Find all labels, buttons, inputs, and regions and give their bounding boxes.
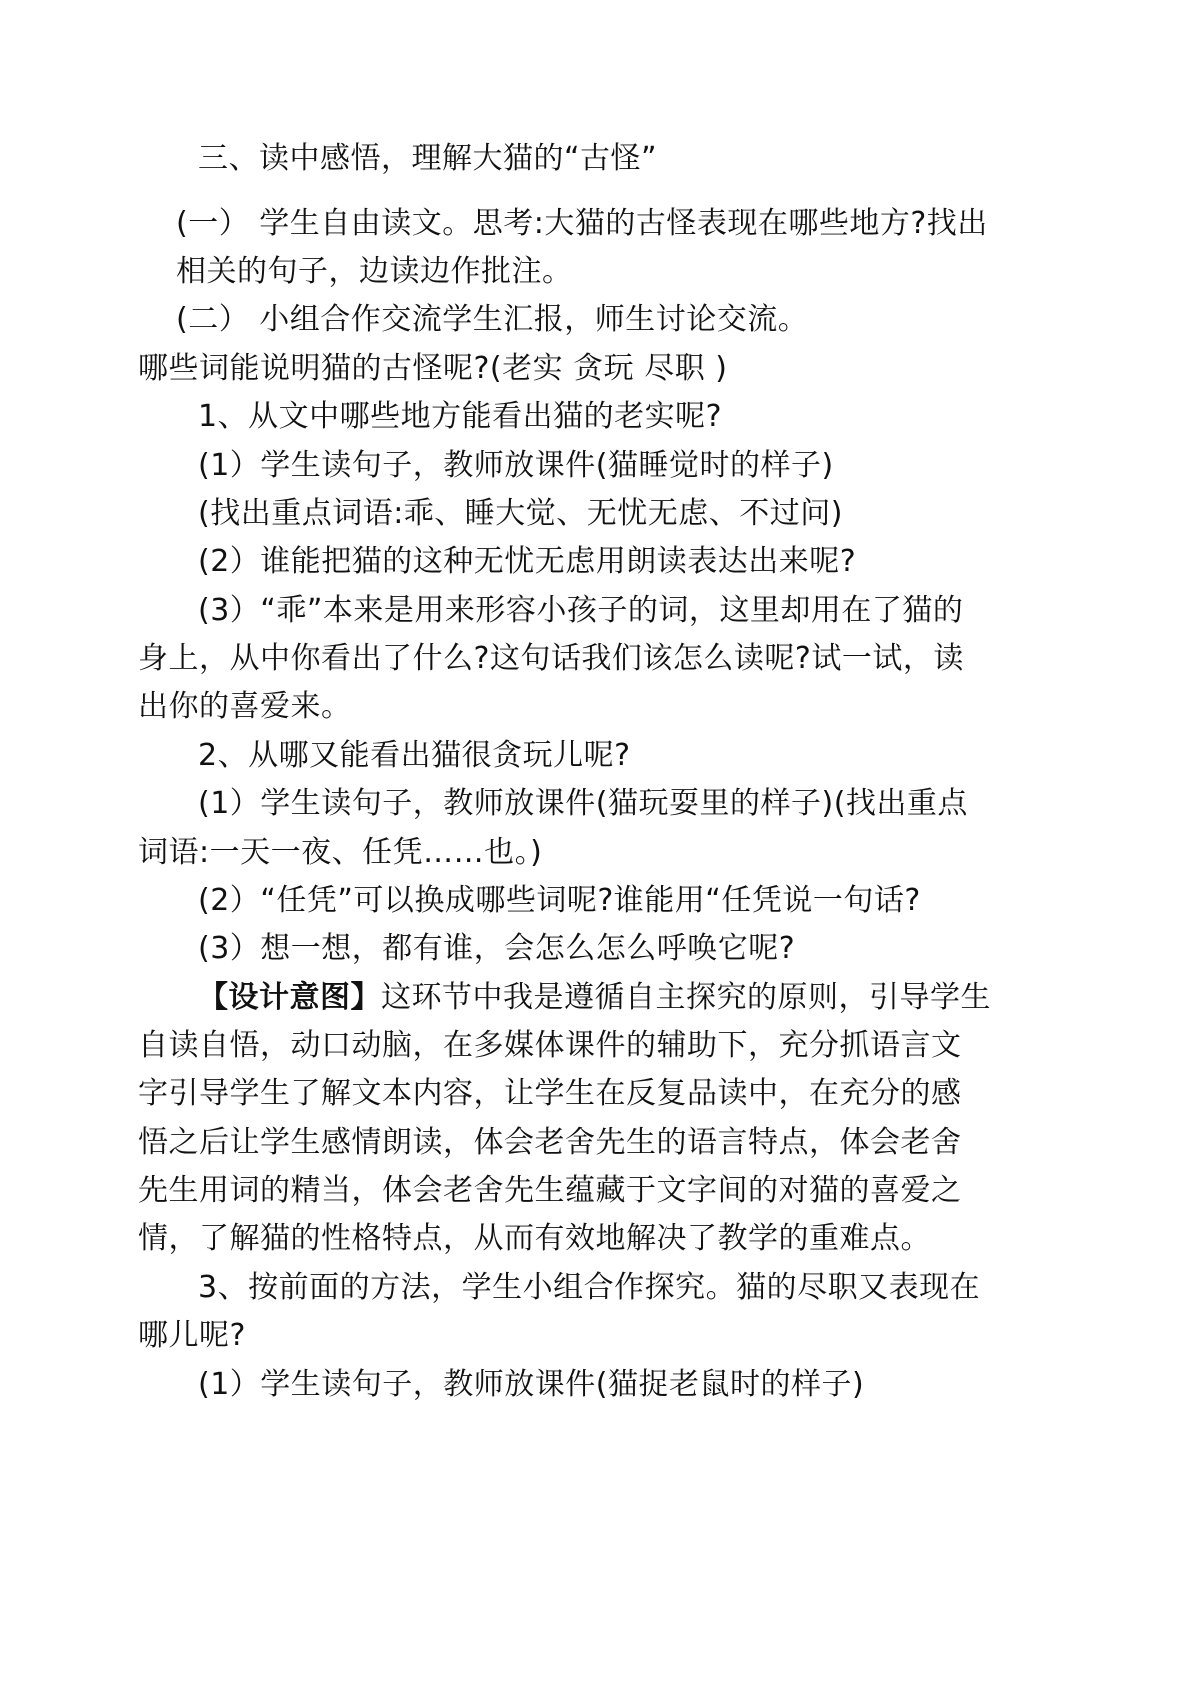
paragraph-line: 悟之后让学生感情朗读，体会老舍先生的语言特点，体会老舍 [138,1125,962,1160]
paragraph-line: (2）“任凭”可以换成哪些词呢?谁能用“任凭说一句话? [198,883,921,918]
paragraph-line: (1）学生读句子，教师放课件(猫玩耍里的样子)(找出重点 [198,786,968,821]
paragraph-line: (3）“乖”本来是用来形容小孩子的词，这里却用在了猫的 [198,593,964,628]
paragraph-line: (二） 小组合作交流学生汇报，师生讨论交流。 [176,302,809,337]
paragraph-line: 2、从哪又能看出猫很贪玩儿呢? [198,738,631,773]
design-intent-label: 【设计意图】 [198,980,381,1015]
paragraph-line: (一） 学生自由读文。思考:大猫的古怪表现在哪些地方?找出 [176,206,988,241]
section-heading: 三、读中感悟，理解大猫的“古怪” [198,141,658,176]
paragraph-line: (1）学生读句子，教师放课件(猫捉老鼠时的样子) [198,1367,865,1402]
paragraph-line: 字引导学生了解文本内容，让学生在反复品读中，在充分的感 [138,1076,962,1111]
paragraph-line: (3）想一想，都有谁，会怎么怎么呼唤它呢? [198,931,796,966]
paragraph-line: 相关的句子，边读边作批注。 [176,254,573,289]
paragraph-line: (1）学生读句子，教师放课件(猫睡觉时的样子) [198,448,834,483]
design-intent-text: 这环节中我是遵循自主探究的原则，引导学生 [381,980,991,1015]
paragraph-line: 哪些词能说明猫的古怪呢?(老实 贪玩 尽职 ) [138,351,728,386]
paragraph-line: 哪儿呢? [138,1318,246,1353]
paragraph-line: 自读自悟，动口动脑，在多媒体课件的辅助下，充分抓语言文 [138,1028,962,1063]
paragraph-line: 3、按前面的方法，学生小组合作探究。猫的尽职又表现在 [198,1270,981,1305]
paragraph-line: 出你的喜爱来。 [138,689,352,724]
paragraph-line: (2）谁能把猫的这种无忧无虑用朗读表达出来呢? [198,544,857,579]
paragraph-line: 词语:一天一夜、任凭……也。) [138,835,543,870]
paragraph-line: 1、从文中哪些地方能看出猫的老实呢? [198,399,723,434]
paragraph-line: 身上，从中你看出了什么?这句话我们该怎么读呢?试一试，读 [138,641,964,676]
design-intent-line [198,978,991,1018]
paragraph-line: 情，了解猫的性格特点，从而有效地解决了教学的重难点。 [138,1221,931,1256]
paragraph-line: (找出重点词语:乖、睡大觉、无忧无虑、不过问) [198,496,844,531]
paragraph-line: 先生用词的精当，体会老舍先生蕴藏于文字间的对猫的喜爱之 [138,1173,962,1208]
